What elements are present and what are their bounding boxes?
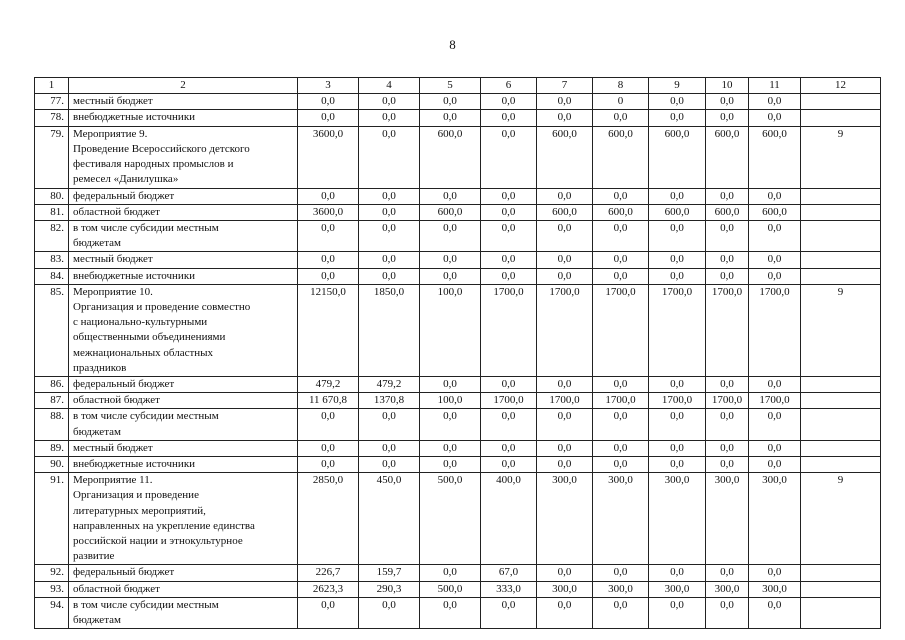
value-cell: 300,0 <box>649 473 706 565</box>
description-line: праздников <box>73 361 127 374</box>
value-cell: 0,0 <box>749 565 801 581</box>
row-number: 85. <box>35 284 69 376</box>
value-cell: 1700,0 <box>537 284 593 376</box>
row-number: 86. <box>35 377 69 393</box>
value-cell: 1700,0 <box>706 393 749 409</box>
value-cell: 0,0 <box>537 268 593 284</box>
row-number: 88. <box>35 409 69 440</box>
value-cell: 300,0 <box>537 581 593 597</box>
value-cell: 0,0 <box>420 188 481 204</box>
description-line: областной бюджет <box>73 394 160 407</box>
value-cell: 3600,0 <box>298 204 359 220</box>
description-line: внебюджетные источники <box>73 458 196 471</box>
value-cell: 1700,0 <box>649 393 706 409</box>
column-header: 9 <box>649 78 706 94</box>
value-cell: 0,0 <box>593 268 649 284</box>
description-line: направленных на укрепление единства <box>73 519 255 532</box>
value-cell: 479,2 <box>359 377 420 393</box>
value-cell: 0,0 <box>749 188 801 204</box>
value-cell: 500,0 <box>420 473 481 565</box>
value-cell: 600,0 <box>706 204 749 220</box>
value-cell: 1850,0 <box>359 284 420 376</box>
value-cell: 1700,0 <box>649 284 706 376</box>
row-description <box>69 221 298 252</box>
value-cell: 0,0 <box>420 565 481 581</box>
value-cell: 0,0 <box>537 188 593 204</box>
indicator-cell <box>801 393 881 409</box>
value-cell: 2850,0 <box>298 473 359 565</box>
table-row <box>35 457 881 473</box>
value-cell: 0,0 <box>420 440 481 456</box>
value-cell: 0,0 <box>481 268 537 284</box>
row-description <box>69 597 298 628</box>
value-cell: 1700,0 <box>537 393 593 409</box>
value-cell: 0,0 <box>359 188 420 204</box>
value-cell: 0,0 <box>420 457 481 473</box>
value-cell: 0,0 <box>706 268 749 284</box>
description-line: Мероприятие 11. <box>73 474 153 487</box>
value-cell: 3600,0 <box>298 126 359 188</box>
value-cell: 0,0 <box>649 188 706 204</box>
indicator-cell <box>801 268 881 284</box>
value-cell: 0,0 <box>593 457 649 473</box>
value-cell: 0,0 <box>481 221 537 252</box>
indicator-cell <box>801 581 881 597</box>
value-cell: 1700,0 <box>706 284 749 376</box>
value-cell: 300,0 <box>749 581 801 597</box>
value-cell: 1700,0 <box>749 393 801 409</box>
row-number: 80. <box>35 188 69 204</box>
value-cell: 0,0 <box>420 268 481 284</box>
table-row <box>35 440 881 456</box>
indicator-cell <box>801 110 881 126</box>
value-cell: 0,0 <box>649 221 706 252</box>
row-number: 79. <box>35 126 69 188</box>
value-cell: 0,0 <box>420 409 481 440</box>
column-header: 8 <box>593 78 649 94</box>
row-description <box>69 473 298 565</box>
column-header: 6 <box>481 78 537 94</box>
column-header: 1 <box>35 78 69 94</box>
table-row <box>35 473 881 565</box>
description-line: Организация и проведение <box>73 489 199 502</box>
column-header: 11 <box>749 78 801 94</box>
value-cell: 0,0 <box>481 597 537 628</box>
value-cell: 0,0 <box>537 252 593 268</box>
value-cell: 0,0 <box>537 597 593 628</box>
row-description <box>69 581 298 597</box>
value-cell: 0,0 <box>537 110 593 126</box>
value-cell: 0,0 <box>537 440 593 456</box>
value-cell: 0,0 <box>481 252 537 268</box>
value-cell: 0,0 <box>749 110 801 126</box>
value-cell: 0,0 <box>420 597 481 628</box>
value-cell: 0,0 <box>537 457 593 473</box>
indicator-cell <box>801 440 881 456</box>
row-description <box>69 188 298 204</box>
description-line: развитие <box>73 550 115 563</box>
indicator-cell: 9 <box>801 284 881 376</box>
column-header: 12 <box>801 78 881 94</box>
value-cell: 0,0 <box>537 221 593 252</box>
value-cell: 1700,0 <box>481 393 537 409</box>
value-cell: 100,0 <box>420 393 481 409</box>
description-line: российской нации и этнокультурное <box>73 535 243 548</box>
value-cell: 100,0 <box>420 284 481 376</box>
value-cell: 0,0 <box>649 565 706 581</box>
value-cell: 0,0 <box>649 440 706 456</box>
value-cell: 0,0 <box>359 409 420 440</box>
indicator-cell <box>801 457 881 473</box>
table-row <box>35 94 881 110</box>
value-cell: 0,0 <box>537 94 593 110</box>
row-description <box>69 204 298 220</box>
description-line: областной бюджет <box>73 582 160 595</box>
row-number: 93. <box>35 581 69 597</box>
value-cell: 0,0 <box>359 94 420 110</box>
value-cell: 479,2 <box>298 377 359 393</box>
value-cell: 0,0 <box>593 221 649 252</box>
value-cell: 1370,8 <box>359 393 420 409</box>
description-line: федеральный бюджет <box>73 189 175 202</box>
value-cell: 0,0 <box>749 94 801 110</box>
description-line: бюджетам <box>73 425 121 438</box>
row-number: 94. <box>35 597 69 628</box>
description-line: Мероприятие 9. <box>73 127 148 140</box>
value-cell: 0,0 <box>593 597 649 628</box>
value-cell: 0,0 <box>359 252 420 268</box>
value-cell: 0,0 <box>749 457 801 473</box>
value-cell: 1700,0 <box>593 284 649 376</box>
value-cell: 0,0 <box>749 597 801 628</box>
value-cell: 300,0 <box>593 581 649 597</box>
column-number-header-row <box>35 78 881 94</box>
value-cell: 0,0 <box>298 268 359 284</box>
description-line: фестиваля народных промыслов и <box>73 158 234 171</box>
value-cell: 12150,0 <box>298 284 359 376</box>
value-cell: 0,0 <box>420 252 481 268</box>
value-cell: 0,0 <box>593 565 649 581</box>
value-cell: 500,0 <box>420 581 481 597</box>
value-cell: 0,0 <box>298 188 359 204</box>
value-cell: 0,0 <box>298 94 359 110</box>
row-number: 84. <box>35 268 69 284</box>
value-cell: 0,0 <box>537 565 593 581</box>
row-number: 92. <box>35 565 69 581</box>
row-number: 87. <box>35 393 69 409</box>
value-cell: 0,0 <box>481 440 537 456</box>
value-cell: 0,0 <box>298 409 359 440</box>
row-description <box>69 440 298 456</box>
value-cell: 0,0 <box>420 221 481 252</box>
row-number: 78. <box>35 110 69 126</box>
description-line: с национально-культурными <box>73 316 208 329</box>
value-cell: 0,0 <box>649 110 706 126</box>
row-number: 90. <box>35 457 69 473</box>
page-number: 8 <box>449 37 456 52</box>
value-cell: 300,0 <box>649 581 706 597</box>
row-description <box>69 252 298 268</box>
row-description <box>69 457 298 473</box>
description-line: в том числе субсидии местным <box>73 410 219 423</box>
value-cell: 600,0 <box>593 204 649 220</box>
value-cell: 0,0 <box>593 188 649 204</box>
value-cell: 0,0 <box>481 204 537 220</box>
value-cell: 600,0 <box>537 126 593 188</box>
column-header: 2 <box>69 78 298 94</box>
value-cell: 0,0 <box>481 110 537 126</box>
value-cell: 600,0 <box>420 126 481 188</box>
description-line: областной бюджет <box>73 205 160 218</box>
value-cell: 600,0 <box>749 126 801 188</box>
table-row <box>35 284 881 376</box>
value-cell: 0,0 <box>749 221 801 252</box>
row-number: 91. <box>35 473 69 565</box>
description-line: бюджетам <box>73 614 121 627</box>
value-cell: 0,0 <box>481 188 537 204</box>
column-header: 10 <box>706 78 749 94</box>
budget-table <box>34 77 881 629</box>
value-cell: 11 670,8 <box>298 393 359 409</box>
value-cell: 300,0 <box>537 473 593 565</box>
table-row <box>35 126 881 188</box>
value-cell: 0,0 <box>706 597 749 628</box>
row-description <box>69 409 298 440</box>
value-cell: 600,0 <box>649 204 706 220</box>
description-line: Мероприятие 10. <box>73 285 153 298</box>
value-cell: 300,0 <box>706 581 749 597</box>
value-cell: 450,0 <box>359 473 420 565</box>
row-description <box>69 126 298 188</box>
value-cell: 0,0 <box>706 110 749 126</box>
value-cell: 0,0 <box>749 440 801 456</box>
indicator-cell <box>801 204 881 220</box>
value-cell: 0,0 <box>481 94 537 110</box>
value-cell: 0,0 <box>593 110 649 126</box>
table-row <box>35 393 881 409</box>
value-cell: 0,0 <box>706 440 749 456</box>
row-number: 81. <box>35 204 69 220</box>
value-cell: 0,0 <box>749 409 801 440</box>
column-header: 5 <box>420 78 481 94</box>
description-line: местный бюджет <box>73 95 153 108</box>
indicator-cell <box>801 597 881 628</box>
indicator-cell <box>801 565 881 581</box>
value-cell: 0,0 <box>359 268 420 284</box>
value-cell: 600,0 <box>706 126 749 188</box>
value-cell: 0,0 <box>359 597 420 628</box>
table-row <box>35 409 881 440</box>
value-cell: 1700,0 <box>749 284 801 376</box>
description-line: Проведение Всероссийского детского <box>73 142 250 155</box>
indicator-cell: 9 <box>801 126 881 188</box>
value-cell: 0,0 <box>649 409 706 440</box>
value-cell: 0,0 <box>649 597 706 628</box>
indicator-cell <box>801 188 881 204</box>
indicator-cell <box>801 377 881 393</box>
value-cell: 0,0 <box>537 409 593 440</box>
column-header: 4 <box>359 78 420 94</box>
value-cell: 0,0 <box>420 94 481 110</box>
row-number: 82. <box>35 221 69 252</box>
value-cell: 300,0 <box>706 473 749 565</box>
value-cell: 0,0 <box>298 440 359 456</box>
value-cell: 0,0 <box>537 377 593 393</box>
table-row <box>35 110 881 126</box>
description-line: бюджетам <box>73 237 121 250</box>
row-description <box>69 565 298 581</box>
column-header: 7 <box>537 78 593 94</box>
value-cell: 600,0 <box>420 204 481 220</box>
value-cell: 0,0 <box>649 252 706 268</box>
value-cell: 0,0 <box>359 204 420 220</box>
value-cell: 0,0 <box>749 268 801 284</box>
value-cell: 0,0 <box>298 221 359 252</box>
value-cell: 0,0 <box>420 377 481 393</box>
value-cell: 400,0 <box>481 473 537 565</box>
row-description <box>69 284 298 376</box>
indicator-cell <box>801 221 881 252</box>
description-line: в том числе субсидии местным <box>73 222 219 235</box>
value-cell: 300,0 <box>593 473 649 565</box>
column-header: 3 <box>298 78 359 94</box>
table-body <box>35 78 881 629</box>
value-cell: 0,0 <box>706 377 749 393</box>
value-cell: 0,0 <box>359 440 420 456</box>
value-cell: 0,0 <box>706 94 749 110</box>
value-cell: 0,0 <box>420 110 481 126</box>
value-cell: 0,0 <box>649 268 706 284</box>
value-cell: 0,0 <box>706 457 749 473</box>
value-cell: 0,0 <box>593 252 649 268</box>
row-description <box>69 110 298 126</box>
value-cell: 0,0 <box>649 457 706 473</box>
indicator-cell <box>801 252 881 268</box>
value-cell: 0,0 <box>706 221 749 252</box>
value-cell: 1700,0 <box>593 393 649 409</box>
table-row <box>35 252 881 268</box>
row-description <box>69 377 298 393</box>
value-cell: 0,0 <box>649 377 706 393</box>
description-line: литературных мероприятий, <box>73 504 206 517</box>
description-line: внебюджетные источники <box>73 111 196 124</box>
value-cell: 0,0 <box>298 457 359 473</box>
row-number: 89. <box>35 440 69 456</box>
indicator-cell: 9 <box>801 473 881 565</box>
value-cell: 159,7 <box>359 565 420 581</box>
value-cell: 226,7 <box>298 565 359 581</box>
value-cell: 0,0 <box>593 377 649 393</box>
value-cell: 0,0 <box>593 440 649 456</box>
description-line: местный бюджет <box>73 441 153 454</box>
value-cell: 1700,0 <box>481 284 537 376</box>
description-line: межнациональных областных <box>73 346 214 359</box>
description-line: федеральный бюджет <box>73 378 175 391</box>
table-row <box>35 204 881 220</box>
value-cell: 0,0 <box>749 252 801 268</box>
value-cell: 0,0 <box>706 409 749 440</box>
table-row <box>35 565 881 581</box>
table-row <box>35 581 881 597</box>
description-line: внебюджетные источники <box>73 269 196 282</box>
value-cell: 0,0 <box>481 377 537 393</box>
row-description <box>69 268 298 284</box>
table-row <box>35 188 881 204</box>
description-line: общественными объединениями <box>73 331 226 344</box>
indicator-cell <box>801 409 881 440</box>
description-line: Организация и проведение совместно <box>73 301 251 314</box>
value-cell: 333,0 <box>481 581 537 597</box>
value-cell: 0,0 <box>359 221 420 252</box>
value-cell: 600,0 <box>649 126 706 188</box>
row-number: 83. <box>35 252 69 268</box>
value-cell: 0,0 <box>298 110 359 126</box>
value-cell: 0 <box>593 94 649 110</box>
value-cell: 600,0 <box>593 126 649 188</box>
table-row <box>35 268 881 284</box>
value-cell: 0,0 <box>706 252 749 268</box>
value-cell: 0,0 <box>749 377 801 393</box>
description-line: ремесел «Данилушка» <box>73 173 179 186</box>
value-cell: 600,0 <box>749 204 801 220</box>
value-cell: 290,3 <box>359 581 420 597</box>
value-cell: 0,0 <box>593 409 649 440</box>
value-cell: 600,0 <box>537 204 593 220</box>
row-description <box>69 94 298 110</box>
table-row <box>35 597 881 628</box>
value-cell: 0,0 <box>298 597 359 628</box>
value-cell: 0,0 <box>706 188 749 204</box>
indicator-cell <box>801 94 881 110</box>
value-cell: 0,0 <box>481 457 537 473</box>
value-cell: 0,0 <box>359 126 420 188</box>
table-row <box>35 377 881 393</box>
value-cell: 0,0 <box>481 409 537 440</box>
value-cell: 0,0 <box>359 110 420 126</box>
value-cell: 0,0 <box>298 252 359 268</box>
value-cell: 0,0 <box>706 565 749 581</box>
description-line: федеральный бюджет <box>73 566 175 579</box>
value-cell: 0,0 <box>359 457 420 473</box>
value-cell: 0,0 <box>481 126 537 188</box>
description-line: в том числе субсидии местным <box>73 598 219 611</box>
row-description <box>69 393 298 409</box>
value-cell: 2623,3 <box>298 581 359 597</box>
description-line: местный бюджет <box>73 253 153 266</box>
value-cell: 0,0 <box>649 94 706 110</box>
row-number: 77. <box>35 94 69 110</box>
table-row <box>35 221 881 252</box>
value-cell: 67,0 <box>481 565 537 581</box>
value-cell: 300,0 <box>749 473 801 565</box>
